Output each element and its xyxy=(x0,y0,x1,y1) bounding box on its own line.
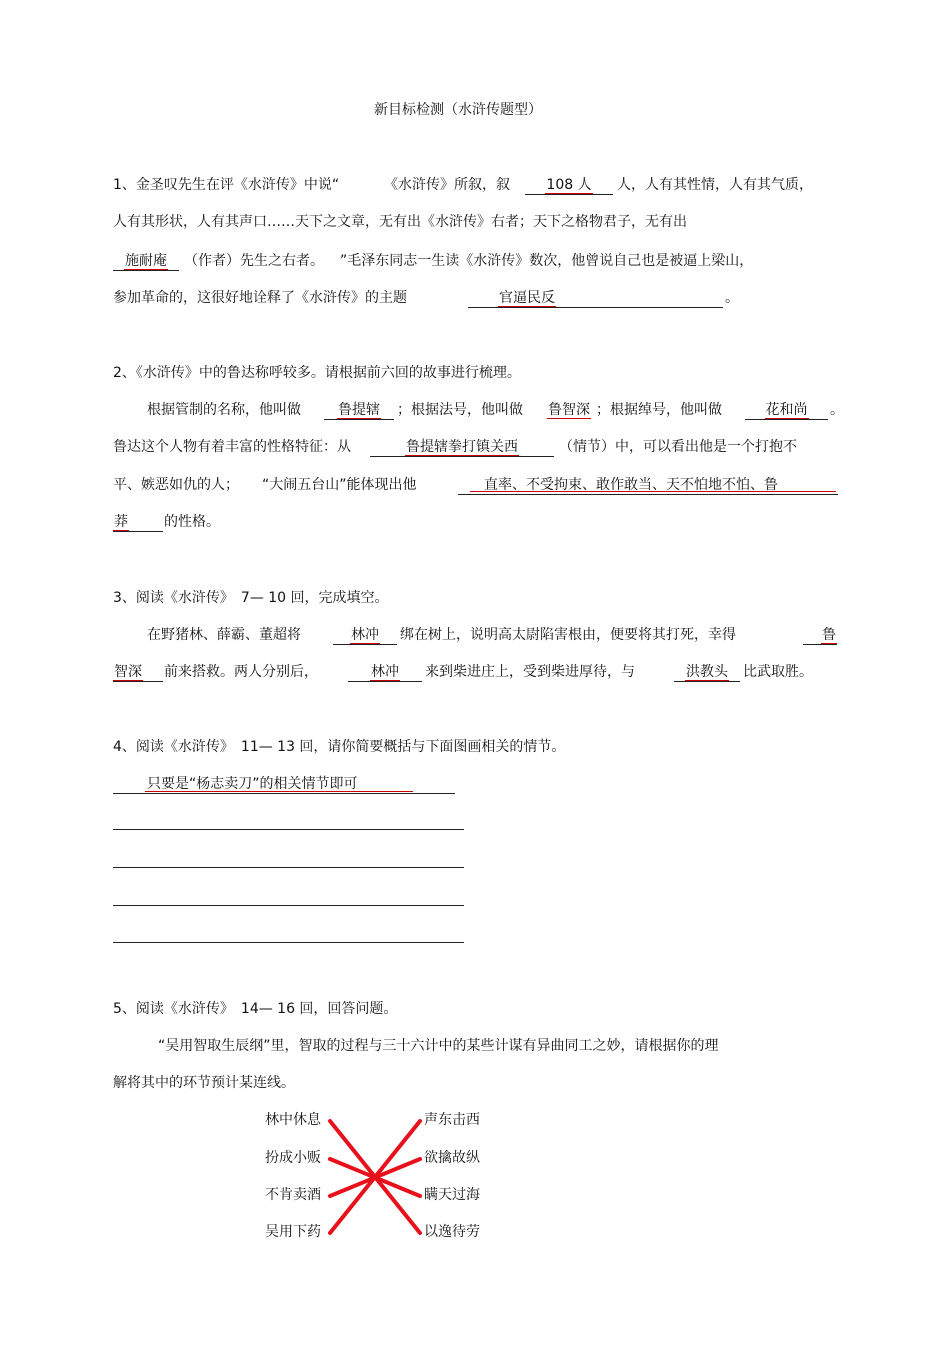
q1-line4-end: 。 xyxy=(725,290,739,306)
q1-line2: 人有其形状，人有其声口……天下之文章，无有出《水浒传》右者；天下之格物君子，无有出 xyxy=(113,214,687,230)
q2-line2-a: 根据管制的名称，他叫做 xyxy=(147,402,301,418)
q3-line1: 3、阅读《水浒传》 7— 10 回，完成填空。 xyxy=(113,590,389,606)
q2-answer-title-text: 鲁提辖 xyxy=(338,402,380,418)
q2-line1: 2、《水浒传》中的鲁达称呼较多。请根据前六回的故事进行梳理。 xyxy=(113,365,521,381)
q1-line4-a: 参加革命的，这很好地诠释了《水浒传》的主题 xyxy=(113,290,407,306)
q3-line3-c: 比武取胜。 xyxy=(743,664,813,680)
q2-answer-dharma-text: 鲁智深 xyxy=(548,402,590,418)
q5-right-item-1: 声东击西 xyxy=(424,1112,480,1128)
q2-line5-b: 的性格。 xyxy=(164,514,220,530)
q5-right-item-2: 欲擒故纵 xyxy=(424,1150,480,1166)
q3-line2-a: 在野猪林、薛霸、董超将 xyxy=(147,627,301,643)
q5-left-item-1: 林中休息 xyxy=(265,1112,321,1128)
q2-line4-b: “大闹五台山”能体现出他 xyxy=(262,477,417,493)
q3-line2-b: 绑在树上，说明高太尉陷害根由，便要将其打死，幸得 xyxy=(400,627,736,643)
q3-answer-rescuer-text: 鲁 xyxy=(822,627,836,643)
q3-line3-b: 来到柴进庄上，受到柴进厚待，与 xyxy=(425,664,635,680)
q5-left-item-3: 不肯卖酒 xyxy=(265,1187,321,1203)
q2-line3-b: （情节）中，可以看出他是一个打抱不 xyxy=(559,439,797,455)
q2-line2-b: ；根据法号，他叫做 xyxy=(397,402,523,418)
q5-line1: 5、阅读《水浒传》 14— 16 回，回答问题。 xyxy=(113,1001,398,1017)
q1-answer-author-text: 施耐庵 xyxy=(125,253,167,269)
q2-line4-a: 平、嫉恶如仇的人； xyxy=(113,477,239,493)
q1-line1-a: 1、金圣叹先生在评《水浒传》中说“ xyxy=(113,177,340,193)
q1-answer-count-text: 108 人 xyxy=(546,177,592,193)
q2-answer-episode-text: 鲁提辖拳打镇关西 xyxy=(406,439,518,455)
q1-line1-c: 人，人有其性情，人有其气质， xyxy=(617,177,813,193)
q3-answer-rescuer-cont-text: 智深 xyxy=(114,664,142,680)
q1-answer-theme-text: 官逼民反 xyxy=(499,290,555,306)
q2-answer-traits-text: 直率、不受拘束、敢作敢当、天不怕地不怕、鲁 xyxy=(484,477,778,493)
q1-line3-b: ”毛泽东同志一生读《水浒传》数次，他曾说自己也是被逼上梁山， xyxy=(340,253,754,269)
q1-line1-b: 《水浒传》所叙，叙 xyxy=(384,177,510,193)
q5-left-item-2: 扮成小贩 xyxy=(265,1150,321,1166)
q5-left-item-4: 吴用下药 xyxy=(265,1224,321,1240)
q4-answer: 只要是“杨志卖刀”的相关情节即可 xyxy=(147,776,358,792)
q5-right-item-3: 瞒天过海 xyxy=(424,1187,480,1203)
page-title: 新目标检测（水浒传题型） xyxy=(374,102,542,118)
q3-answer-person2-text: 林冲 xyxy=(371,664,399,680)
q4-line1: 4、阅读《水浒传》 11— 13 回，请你简要概括与下面图画相关的情节。 xyxy=(113,739,566,755)
q3-answer-opponent-text: 洪教头 xyxy=(686,664,728,680)
q2-line2-end: 。 xyxy=(830,402,844,418)
q2-answer-nickname-text: 花和尚 xyxy=(765,402,808,418)
q5-right-item-4: 以逸待劳 xyxy=(424,1224,480,1240)
q5-line2: “吴用智取生辰纲”里，智取的过程与三十六计中的某些计谋有异曲同工之妙，请根据你的理 xyxy=(158,1038,719,1054)
q1-line3-a: （作者）先生之右者。 xyxy=(184,253,324,269)
q2-answer-traits-cont-text: 莽 xyxy=(114,514,128,530)
q5-line3: 解将其中的环节预计某连线。 xyxy=(113,1075,295,1091)
q2-line2-c: ；根据绰号，他叫做 xyxy=(596,402,722,418)
q3-line3-a: 前来搭救。两人分别后， xyxy=(164,664,318,680)
q3-answer-person1-text: 林冲 xyxy=(351,627,379,643)
q2-line3-a: 鲁达这个人物有着丰富的性格特征：从 xyxy=(113,439,351,455)
